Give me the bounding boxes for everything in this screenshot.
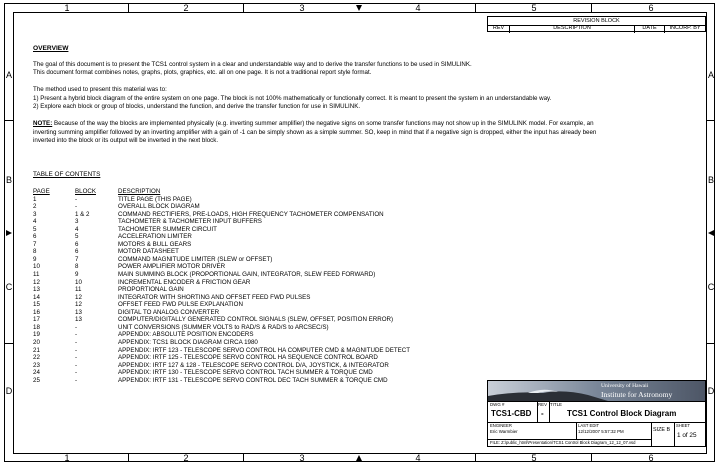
tb-line xyxy=(651,422,652,447)
note-label: NOTE: xyxy=(33,120,53,127)
revision-block-title: REVISION BLOCK xyxy=(488,17,705,26)
toc-page: 1 xyxy=(33,195,37,203)
col-label: 3 xyxy=(299,453,305,463)
col-label: 2 xyxy=(183,453,189,463)
toc-desc: OVERALL BLOCK DIAGRAM xyxy=(118,203,200,211)
org-name-line1: University of Hawaii xyxy=(601,383,649,389)
toc-block: - xyxy=(75,195,78,203)
toc-block: 1 & 2 xyxy=(75,210,90,218)
col-label: 1 xyxy=(64,3,70,13)
toc-block: - xyxy=(75,369,78,377)
file-path: FILE: Z:\public_html\Presentation\TCS1 Control Block Diagram_12_12_07.vsd xyxy=(490,440,636,445)
rev-value: - xyxy=(541,409,544,418)
toc-desc: APPENDIX: IRTF 127 & 128 - TELESCOPE SERVO CONTROL D/A, JOYSTICK, & INTEGRATOR xyxy=(118,361,389,369)
dwg-number: TCS1-CBD xyxy=(491,409,532,418)
toc-page: 19 xyxy=(33,331,40,339)
toc-block: 9 xyxy=(75,271,79,278)
row-label: C xyxy=(707,282,715,292)
toc-desc: DIGITAL TO ANALOG CONVERTER xyxy=(118,308,220,316)
toc-block: - xyxy=(75,361,78,369)
toc-page: 12 xyxy=(33,278,40,286)
toc-block: 6 xyxy=(75,240,79,248)
toc-block: 4 xyxy=(75,225,79,233)
row-label: A xyxy=(5,70,12,80)
overview-text: 1) Present a hybrid block diagram of the entire system on one page. The block is not 100% mathematically or functionally correct. It is meant to present the system in an understandable way. xyxy=(33,95,552,102)
toc-page: 22 xyxy=(33,354,40,362)
toc-desc: OFFSET FEED FWD PULSE EXPLANATION xyxy=(118,301,243,309)
toc-desc: MOTORS & BULL GEARS xyxy=(118,240,192,248)
toc-desc: POWER AMPLIFIER MOTOR DRIVER xyxy=(118,263,226,271)
note-text: inverted into the block or its output will be inverted in the next block. xyxy=(33,137,219,144)
toc-block: - xyxy=(75,323,78,331)
center-arrow-top xyxy=(356,5,362,11)
row-label: B xyxy=(5,175,12,185)
toc-page: 2 xyxy=(33,203,37,211)
row-label: D xyxy=(707,386,715,396)
org-name-line2: Institute for Astronomy xyxy=(601,390,673,399)
toc-block: - xyxy=(75,346,78,354)
toc-block: 12 xyxy=(75,301,82,309)
toc-desc: ACCELERATION LIMITER xyxy=(118,233,192,241)
col-divider xyxy=(475,454,476,462)
row-divider xyxy=(4,120,13,121)
toc-desc: COMPUTER/DIGITALLY GENERATED CONTROL SIGNALS (SLEW, OFFSET, POSITION ERROR) xyxy=(118,316,394,324)
overview-text: The goal of this document is to present the TCS1 control system in a clear and understandable way and to derive the transfer functions to be used in SIMULINK. xyxy=(33,61,472,68)
toc-col-page: PAGE xyxy=(33,188,50,195)
row-divider xyxy=(707,343,715,344)
toc-block: 12 xyxy=(75,293,82,301)
toc-block: 8 xyxy=(75,263,79,271)
toc-desc: INCREMENTAL ENCODER & FRICTION GEAR xyxy=(118,278,251,286)
toc-page: 18 xyxy=(33,323,40,331)
col-label: 3 xyxy=(299,3,305,13)
title-block xyxy=(487,380,706,447)
note-line: Because of the way the blocks are implemented physically (e.g. inverting summer amplifier) the negative signs on some transfer functions may not show up in the SIMULINK model. For example, an xyxy=(52,120,594,127)
col-label: 6 xyxy=(648,453,654,463)
toc-page: 5 xyxy=(33,225,37,233)
note-text xyxy=(33,120,594,128)
toc-block: 13 xyxy=(75,316,82,324)
revision-block xyxy=(487,16,706,32)
toc-desc: APPENDIX: IRTF 130 - TELESCOPE SERVO CONTROL TACH SUMMER & TORQUE CMD xyxy=(118,369,373,377)
center-arrow-bottom xyxy=(356,455,362,461)
toc-col-desc: DESCRIPTION xyxy=(118,188,161,195)
toc-page: 4 xyxy=(33,218,37,226)
toc-page: 8 xyxy=(33,248,37,256)
overview-text: 2) Explore each block or group of blocks, understand the function, and derive the transfer function for use in SIMULINK. xyxy=(33,103,361,110)
toc-desc: MOTOR DATASHEET xyxy=(118,248,179,256)
toc-col-block: BLOCK xyxy=(75,188,96,195)
toc-page: 17 xyxy=(33,316,40,324)
toc-block: 7 xyxy=(75,255,79,263)
col-label: 5 xyxy=(531,453,537,463)
toc-page: 9 xyxy=(33,255,37,263)
sheet-number: 1 of 25 xyxy=(677,432,697,439)
toc-page: 6 xyxy=(33,233,37,241)
toc-block: - xyxy=(75,331,78,339)
col-label: 5 xyxy=(531,3,537,13)
toc-page: 25 xyxy=(33,376,40,384)
toc-block: 6 xyxy=(75,248,79,256)
toc-page: 13 xyxy=(33,286,40,294)
toc-page: 14 xyxy=(33,293,40,301)
row-label: B xyxy=(707,175,714,185)
col-divider xyxy=(128,454,129,462)
toc-desc: UNIT CONVERSIONS (SUMMER VOLTS to RAD/S & RAD/S to ARCSEC/S) xyxy=(118,323,329,331)
center-arrow-left xyxy=(6,230,12,236)
toc-page: 3 xyxy=(33,210,37,218)
toc-desc: APPENDIX: ABSOLUTE POSITION ENCODERS xyxy=(118,331,254,339)
col-divider xyxy=(591,3,592,12)
toc-page: 7 xyxy=(33,240,37,248)
row-label: C xyxy=(5,282,13,292)
last-edit-value: 12/12/2007 5:57:32 PM xyxy=(578,429,624,434)
row-divider xyxy=(707,120,715,121)
row-label: D xyxy=(5,386,13,396)
toc-page: 23 xyxy=(33,361,40,369)
col-label: 6 xyxy=(648,3,654,13)
overview-text: This document format combines notes, graphs, plots, graphics, etc. all on one page. It is not a traditional report style format. xyxy=(33,69,372,76)
toc-page: 15 xyxy=(33,301,40,309)
toc-page: 20 xyxy=(33,338,40,346)
col-label: 1 xyxy=(64,453,70,463)
toc-block: - xyxy=(75,338,78,346)
toc-desc: APPENDIX: IRTF 131 - TELESCOPE SERVO CONTROL DEC TACH SUMMER & TORQUE CMD xyxy=(118,376,388,384)
col-divider xyxy=(243,454,244,462)
col-divider xyxy=(591,454,592,462)
drawing-title: TCS1 Control Block Diagram xyxy=(567,409,677,418)
row-divider xyxy=(4,343,13,344)
row-label: A xyxy=(707,70,714,80)
tb-line xyxy=(576,422,577,439)
toc-desc: MAIN SUMMING BLOCK (PROPORTIONAL GAIN, INTEGRATOR, SLEW FEED FORWARD) xyxy=(118,271,376,278)
toc-block: 11 xyxy=(75,286,82,294)
engineer-label: ENGINEER xyxy=(490,423,512,428)
col-label: 2 xyxy=(183,3,189,13)
col-divider xyxy=(128,3,129,12)
last-edit-label: LAST EDIT xyxy=(578,423,600,428)
toc-block: 13 xyxy=(75,308,82,316)
rev-header: DESCRIPTION xyxy=(510,25,635,33)
toc-block: 5 xyxy=(75,233,79,241)
toc-page: 24 xyxy=(33,369,40,377)
toc-page: 21 xyxy=(33,346,40,354)
tb-line xyxy=(674,422,675,447)
engineer-name: Eric Warmbier xyxy=(490,429,518,434)
note-text: inverting summing amplifier followed by an inverting amplifier with a gain of -1 can be simply shown as a simple summer. SO, keep in mind that if a negative sign is dropped, either the input has already been xyxy=(33,129,597,136)
toc-block: - xyxy=(75,376,78,384)
toc-desc: COMMAND MAGNITUDE LIMITER (SLEW or OFFSET) xyxy=(118,255,273,263)
title-label: TITLE xyxy=(550,402,562,407)
toc-desc: TITLE PAGE (THIS PAGE) xyxy=(118,195,192,203)
toc-block: 3 xyxy=(75,218,79,226)
rev-header: REV xyxy=(488,25,510,33)
toc-block: 10 xyxy=(75,278,82,286)
rev-header: INCORP. BY xyxy=(669,25,701,31)
toc-desc: TACHOMETER & TACHOMETER INPUT BUFFERS xyxy=(118,218,262,226)
rev-header: DATE xyxy=(635,25,665,33)
institute-logo xyxy=(488,381,705,401)
toc-desc: INTEGRATOR WITH SHORTING AND OFFSET FEED FWD PULSES xyxy=(118,293,311,301)
toc-desc: APPENDIX: TCS1 BLOCK DIAGRAM CIRCA 1980 xyxy=(118,338,258,346)
toc-desc: TACHOMETER SUMMER CIRCUIT xyxy=(118,225,217,233)
toc-page: 10 xyxy=(33,263,40,271)
dwg-label: DWG # xyxy=(490,402,505,407)
toc-page: 11 xyxy=(33,271,40,278)
sheet-label: SHEET xyxy=(676,423,690,428)
toc-desc: COMMAND RECTIFIERS, PRE-LOADS, HIGH FREQUENCY TACHOMETER COMPENSATION xyxy=(118,210,384,218)
center-arrow-right xyxy=(708,230,714,236)
toc-heading: TABLE OF CONTENTS xyxy=(33,171,101,178)
col-label: 4 xyxy=(415,3,421,13)
col-label: 4 xyxy=(415,453,421,463)
col-divider xyxy=(243,3,244,12)
toc-desc: APPENDIX: IRTF 123 - TELESCOPE SERVO CONTROL HA COMPUTER CMD & MAGNITUDE DETECT xyxy=(118,346,411,354)
toc-desc: APPENDIX: IRTF 125 - TELESCOPE SERVO CONTROL HA SEQUENCE CONTROL BOARD xyxy=(118,354,378,362)
overview-text: The method used to present this material was to: xyxy=(33,86,167,93)
toc-block: - xyxy=(75,203,78,211)
toc-block: - xyxy=(75,354,78,362)
rev-label: REV xyxy=(538,402,548,407)
sheet-size: SIZE B xyxy=(653,427,671,433)
overview-heading: OVERVIEW xyxy=(33,45,69,52)
toc-page: 16 xyxy=(33,308,40,316)
tb-line xyxy=(488,401,705,402)
col-divider xyxy=(475,3,476,12)
toc-desc: PROPORTIONAL GAIN xyxy=(118,286,184,294)
